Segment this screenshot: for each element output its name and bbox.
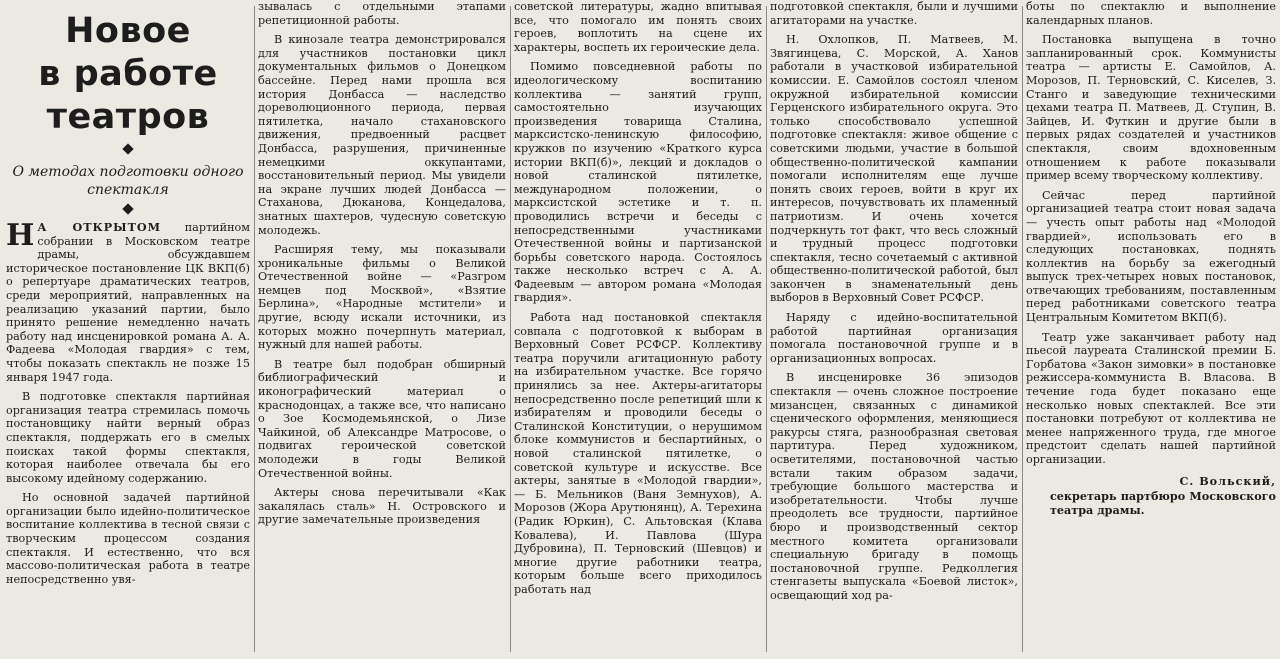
- drop-cap: Н: [6, 218, 35, 253]
- column-1: [6, 0, 250, 659]
- paragraph: В подготовке спектакля партийная организация театра стремилась помочь постановщику найти верный образ спектакля, поддержать его в смелых поисках такой формы спектакля, которая наиболее отвечала бы его высокому идейному содержанию.: [6, 390, 250, 485]
- paragraph: Театр уже заканчивает работу над пьесой лауреата Сталинской премии Б. Горбатова «Закон зимовки» в постановке режиссера-коммуниста В. Власова. В течение года будет показано еще несколько новых спектаклей. Все эти постановки потребуют от коллектива не менее напряженного труда, где многое предстоит сделать нашей партийной организации.: [1026, 330, 1276, 466]
- column-rule: [1022, 6, 1023, 652]
- paragraph: Работа над постановкой спектакля совпала с подготовкой к выборам в Верховный Совет РСФСР. Коллективу театра поручили агитационную работу на избирательном участке. Все горячо принялись за нее. Актеры-агитаторы непосредственно после репетиций шли к избирателям и проводили беседы о Сталинской Конституции, о нерушимом блоке коммунистов и беспартийных, о новой сталинской пятилетке, о советской культуре и искусстве. Все актеры, занятые в «Молодой гвардии», — Б. Мельников (Ваня Земнухов), А. Морозов (Жора Арутюнянц), А. Терехина (Радик Юркин), С. Альтовская (Клава Ковалева), И. Павлова (Шура Дубровина), П. Терновский (Шевцов) и многие другие работники театра, которым больше всего приходилось работать над: [514, 311, 762, 596]
- paragraph: В театре был подобран обширный библиографический и иконографический материал о краснодонцах, а также все, что написано о Зое Космодемьянской, о Лизе Чайкиной, об Александре Матросове, о подвигах героической советской молодежи в годы Великой Отечественной войны.: [258, 357, 506, 480]
- paragraph: Н. Охлопков, П. Матвеев, М. Звягинцева, С. Морской, А. Ханов работали в участковой избирательной комиссии. Е. Самойлов состоял членом окружной избирательной комиссии Герценского избирательного округа. Это только способствовало успешной подготовке спектакля: живое общение с советскими людьми, участие в большой общественно-политической кампании помогали исполнителям еще лучше понять своих героев, войти в круг их интересов, почувствовать их пламенный патриотизм. И очень хочется подчеркнуть тот факт, что весь сложный и трудный процесс подготовки спектакля, тесно сочетаемый с активной общественно-политической работой, был закончен в знаменательный день выборов в Верховный Совет РСФСР.: [770, 33, 1018, 305]
- column-5: [1026, 0, 1276, 659]
- lead-paragraph: [6, 218, 250, 384]
- signature-name: С. Вольский,: [1179, 473, 1276, 488]
- headline-line-2: в работе: [38, 54, 218, 94]
- paragraph: Помимо повседневной работы по идеологическому воспитанию коллектива — занятий групп, самостоятельно изучающих произведения товарища Сталина, марксистско-ленинскую философию, кружков по изучению «Краткого курса истории ВКП(б)», лекций и докладов о новой сталинской пятилетке, международном положении, о марксистской эстетике и т. п. проводились встречи и беседы с непосредственными участниками Отечественной войны и партизанской борьбы советского народа. Состоялось также несколько встреч с А. А. Фадеевым — автором романа «Молодая гвардия».: [514, 60, 762, 305]
- paragraph: советской литературы, жадно впитывая все, что помогало им понять своих героев, воплотить на сцене их характеры, воспеть их героические дела.: [514, 0, 762, 54]
- column-2: [258, 0, 506, 659]
- lead-caps: А ОТКРЫТОМ: [37, 220, 162, 234]
- paragraph: Расширяя тему, мы показывали хроникальные фильмы о Великой Отечественной войне — «Разгром немцев под Москвой», «Взятие Берлина», «Народные мстители» и другие, всюду искали источники, из которых можно почерпнуть материал, нужный для нашей работы.: [258, 243, 506, 352]
- column-rule: [766, 6, 767, 652]
- column-rule: [510, 6, 511, 652]
- paragraph: Но основной задачей партийной организации было идейно-политическое воспитание коллектива в тесной связи с творческим процессом создания спектакля. И естественно, что вся массово-политическая работа в театре непосредственно увя-: [6, 491, 250, 586]
- paragraph: Наряду с идейно-воспитательной работой партийная организация помогала постановочной группе и в организационных вопросах.: [770, 311, 1018, 365]
- column-4: [770, 0, 1018, 659]
- signature-role: секретарь партбюро Московского театра драмы.: [1050, 489, 1276, 517]
- paragraph: подготовкой спектакля, были и лучшими агитаторами на участке.: [770, 0, 1018, 27]
- paragraph: Сейчас перед партийной организацией театра стоит новая задача — учесть опыт работы над «Молодой гвардией», использовать его в следующих постановках, поднять коллектив на борьбу за ежегодный выпуск трех-четырех новых постановок, отвечающих требованиям, поставленным перед работниками советского театра Центральным Комитетом ВКП(б).: [1026, 188, 1276, 325]
- ornament-diamond-icon: [122, 143, 133, 154]
- paragraph: Актеры снова перечитывали «Как закалялась сталь» Н. Островского и другие замечательные произведения: [258, 486, 506, 527]
- paragraph: В инсценировке 36 эпизодов спектакля — очень сложное построение мизансцен, связанных с динамикой сценического оформления, меняющиеся ракурсы стяга, разнообразная световая партитура. Перед художником, осветителями, постановочной частью встали таким образом задачи, требующие большого мастерства и изобретательности. Чтобы лучше преодолеть все трудности, партийное бюро и производственный сектор местного комитета организовали специальную бригаду в помощь постановочной группе. Редколлегия стенгазеты выпускала «Боевой листок», освещающий ход ра-: [770, 371, 1018, 602]
- ornament-diamond-icon: [122, 203, 133, 214]
- subheadline: О методах подготовки одного спектакля: [12, 164, 244, 198]
- paragraph: Постановка выпущена в точно запланированный срок. Коммунисты театра — артисты Е. Самойлов, А. Морозов, П. Терновский, С. Киселев, З. Станго и заведующие техническими цехами театра П. Матвеев, Д. Ступин, В. Зайцев, И. Футкин и другие были в первых рядах создателей и участников спектакля, своим вдохновенным отношением к работе показывали пример всему творческому коллективу.: [1026, 33, 1276, 183]
- paragraph: боты по спектаклю и выполнение календарных планов.: [1026, 0, 1276, 27]
- headline: [6, 10, 250, 139]
- paragraph: В кинозале театра демонстрировался для участников постановки цикл документальных фильмов о Донецком бассейне. Перед нами прошла вся история Донбасса — наследство дореволюционного периода, первая пятилетка, начало стахановского движения, предвоенный расцвет Донбасса, разрушения, причиненные немецкими оккупантами, восстановительный период. Мы увидели на экране лучших людей Донбасса — Стаханова, Дюканова, Концедалова, знатных шахтеров, чудесную советскую молодежь.: [258, 33, 506, 237]
- column-3: [514, 0, 762, 659]
- headline-line-1: Новое: [65, 11, 191, 51]
- column-rule: [254, 6, 255, 652]
- lead-text: партийном собрании в Московском театре драмы, обсуждавшем историческое постановление ЦК ВКП(б) о репертуаре драматических театров, среди мероприятий, направленных на реализацию указаний партии, было принято решение немедленно начать работу над инсценировкой романа А. А. Фадеева «Молодая гвардия» с тем, чтобы показать спектакль не позже 15 января 1947 года.: [6, 221, 250, 384]
- headline-line-3: театров: [46, 97, 210, 137]
- paragraph: зывалась с отдельными этапами репетиционной работы.: [258, 0, 506, 27]
